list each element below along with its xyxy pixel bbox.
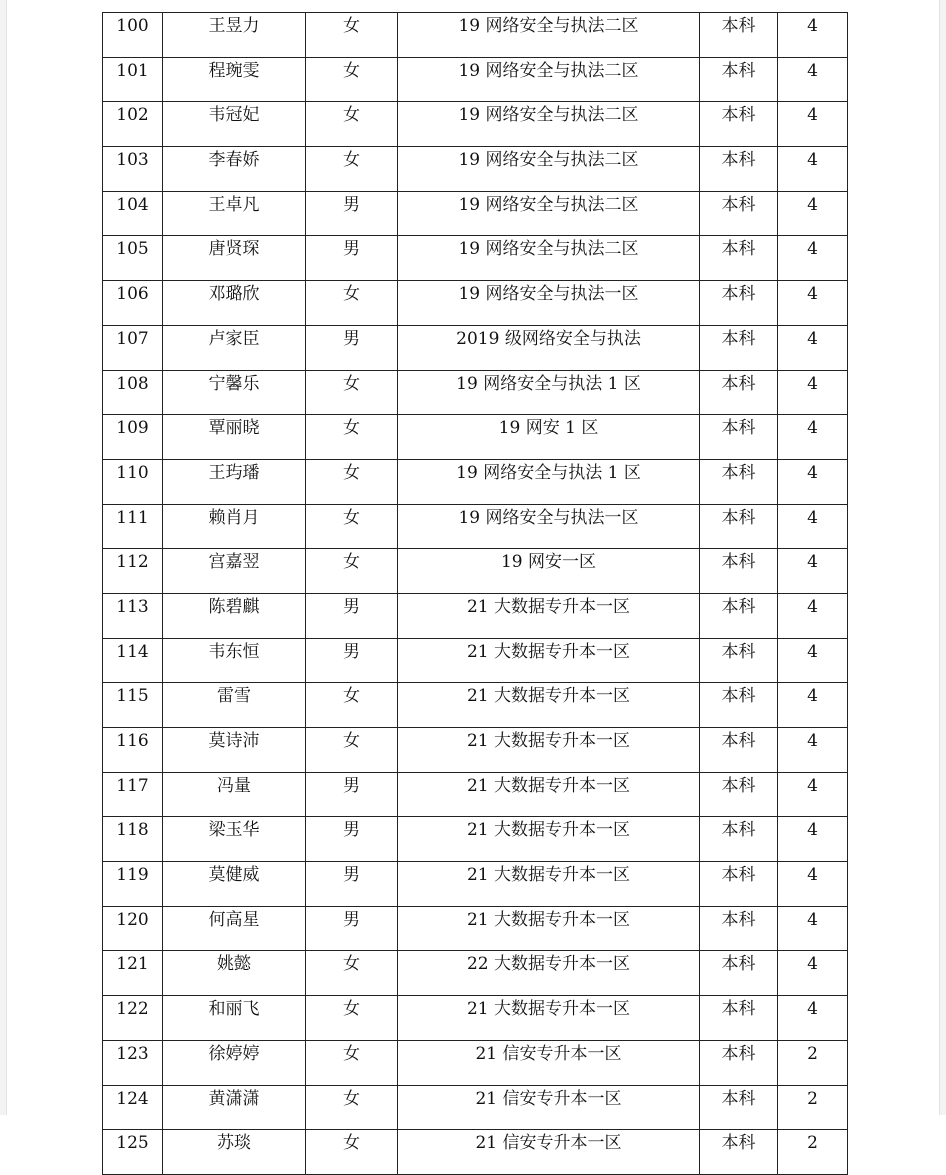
cell-name: 王卓凡 <box>163 191 306 236</box>
cell-class: 2019 级网络安全与执法 <box>398 325 700 370</box>
cell-class: 19 网络安全与执法 1 区 <box>398 370 700 415</box>
cell-name: 李春娇 <box>163 147 306 192</box>
cell-level: 本科 <box>700 102 778 147</box>
cell-level: 本科 <box>700 281 778 326</box>
cell-level: 本科 <box>700 1130 778 1175</box>
cell-index: 102 <box>103 102 163 147</box>
cell-years: 2 <box>778 1040 848 1085</box>
cell-gender: 女 <box>306 996 398 1041</box>
cell-name: 卢家臣 <box>163 325 306 370</box>
cell-gender: 男 <box>306 817 398 862</box>
cell-index: 119 <box>103 862 163 907</box>
cell-index: 101 <box>103 57 163 102</box>
cell-years: 4 <box>778 57 848 102</box>
cell-gender: 女 <box>306 281 398 326</box>
table-row <box>103 593 848 638</box>
cell-level: 本科 <box>700 504 778 549</box>
cell-index: 116 <box>103 728 163 773</box>
cell-level: 本科 <box>700 951 778 996</box>
cell-class: 21 大数据专升本一区 <box>398 906 700 951</box>
cell-index: 118 <box>103 817 163 862</box>
cell-name: 和丽飞 <box>163 996 306 1041</box>
cell-index: 103 <box>103 147 163 192</box>
cell-index: 104 <box>103 191 163 236</box>
cell-years: 4 <box>778 683 848 728</box>
cell-index: 105 <box>103 236 163 281</box>
cell-years: 4 <box>778 772 848 817</box>
cell-name: 梁玉华 <box>163 817 306 862</box>
cell-name: 姚懿 <box>163 951 306 996</box>
cell-class: 19 网络安全与执法一区 <box>398 504 700 549</box>
cell-gender: 男 <box>306 325 398 370</box>
cell-gender: 女 <box>306 13 398 58</box>
cell-years: 4 <box>778 236 848 281</box>
cell-name: 宁馨乐 <box>163 370 306 415</box>
cell-gender: 女 <box>306 504 398 549</box>
cell-level: 本科 <box>700 13 778 58</box>
cell-class: 19 网络安全与执法 1 区 <box>398 459 700 504</box>
cell-level: 本科 <box>700 459 778 504</box>
cell-class: 19 网络安全与执法二区 <box>398 147 700 192</box>
cell-level: 本科 <box>700 728 778 773</box>
cell-name: 陈碧麒 <box>163 593 306 638</box>
cell-years: 4 <box>778 593 848 638</box>
table-row <box>103 906 848 951</box>
table-row <box>103 1040 848 1085</box>
cell-class: 19 网络安全与执法一区 <box>398 281 700 326</box>
cell-years: 4 <box>778 459 848 504</box>
table-row <box>103 1085 848 1130</box>
cell-index: 120 <box>103 906 163 951</box>
cell-index: 109 <box>103 415 163 460</box>
cell-gender: 男 <box>306 236 398 281</box>
table-row <box>103 683 848 728</box>
cell-years: 4 <box>778 638 848 683</box>
cell-level: 本科 <box>700 593 778 638</box>
table-row <box>103 57 848 102</box>
cell-level: 本科 <box>700 638 778 683</box>
cell-index: 113 <box>103 593 163 638</box>
cell-gender: 女 <box>306 683 398 728</box>
cell-level: 本科 <box>700 772 778 817</box>
cell-level: 本科 <box>700 325 778 370</box>
cell-gender: 女 <box>306 1085 398 1130</box>
cell-level: 本科 <box>700 996 778 1041</box>
cell-class: 21 信安专升本一区 <box>398 1085 700 1130</box>
cell-gender: 男 <box>306 906 398 951</box>
cell-class: 19 网络安全与执法二区 <box>398 191 700 236</box>
cell-name: 程琬雯 <box>163 57 306 102</box>
cell-level: 本科 <box>700 236 778 281</box>
table-row <box>103 236 848 281</box>
cell-years: 4 <box>778 504 848 549</box>
cell-level: 本科 <box>700 147 778 192</box>
cell-class: 21 大数据专升本一区 <box>398 728 700 773</box>
table-row <box>103 459 848 504</box>
cell-class: 19 网络安全与执法二区 <box>398 236 700 281</box>
cell-name: 莫诗沛 <box>163 728 306 773</box>
cell-name: 莫健威 <box>163 862 306 907</box>
cell-name: 苏琰 <box>163 1130 306 1175</box>
cell-gender: 男 <box>306 593 398 638</box>
cell-index: 100 <box>103 13 163 58</box>
cell-gender: 女 <box>306 102 398 147</box>
cell-class: 21 大数据专升本一区 <box>398 862 700 907</box>
page-right-edge <box>939 0 946 1115</box>
cell-years: 4 <box>778 906 848 951</box>
table-row <box>103 862 848 907</box>
cell-class: 21 信安专升本一区 <box>398 1130 700 1175</box>
cell-name: 王玙璠 <box>163 459 306 504</box>
cell-index: 107 <box>103 325 163 370</box>
cell-index: 106 <box>103 281 163 326</box>
cell-name: 唐贤琛 <box>163 236 306 281</box>
cell-class: 21 大数据专升本一区 <box>398 638 700 683</box>
cell-name: 韦东恒 <box>163 638 306 683</box>
cell-years: 4 <box>778 862 848 907</box>
cell-class: 21 大数据专升本一区 <box>398 817 700 862</box>
cell-name: 何高星 <box>163 906 306 951</box>
cell-years: 4 <box>778 370 848 415</box>
cell-gender: 女 <box>306 459 398 504</box>
cell-name: 雷雪 <box>163 683 306 728</box>
cell-years: 4 <box>778 281 848 326</box>
cell-years: 4 <box>778 996 848 1041</box>
table-row <box>103 549 848 594</box>
cell-index: 111 <box>103 504 163 549</box>
table-row <box>103 728 848 773</box>
cell-gender: 女 <box>306 415 398 460</box>
table-row <box>103 504 848 549</box>
cell-gender: 女 <box>306 57 398 102</box>
cell-class: 19 网络安全与执法二区 <box>398 57 700 102</box>
cell-gender: 女 <box>306 549 398 594</box>
cell-years: 4 <box>778 415 848 460</box>
cell-years: 2 <box>778 1085 848 1130</box>
cell-years: 2 <box>778 1130 848 1175</box>
cell-years: 4 <box>778 549 848 594</box>
cell-years: 4 <box>778 951 848 996</box>
page-left-edge <box>0 0 7 1115</box>
cell-index: 125 <box>103 1130 163 1175</box>
cell-years: 4 <box>778 102 848 147</box>
cell-gender: 男 <box>306 862 398 907</box>
cell-index: 114 <box>103 638 163 683</box>
cell-years: 4 <box>778 325 848 370</box>
table-row <box>103 817 848 862</box>
cell-level: 本科 <box>700 683 778 728</box>
cell-level: 本科 <box>700 191 778 236</box>
cell-gender: 男 <box>306 772 398 817</box>
cell-class: 21 大数据专升本一区 <box>398 772 700 817</box>
cell-class: 21 信安专升本一区 <box>398 1040 700 1085</box>
cell-years: 4 <box>778 147 848 192</box>
cell-years: 4 <box>778 817 848 862</box>
cell-name: 赖肖月 <box>163 504 306 549</box>
cell-years: 4 <box>778 13 848 58</box>
cell-class: 21 大数据专升本一区 <box>398 996 700 1041</box>
cell-class: 19 网安一区 <box>398 549 700 594</box>
cell-gender: 男 <box>306 638 398 683</box>
cell-name: 冯量 <box>163 772 306 817</box>
cell-level: 本科 <box>700 57 778 102</box>
cell-class: 19 网安 1 区 <box>398 415 700 460</box>
table-row <box>103 951 848 996</box>
table-row <box>103 325 848 370</box>
cell-gender: 女 <box>306 147 398 192</box>
cell-index: 123 <box>103 1040 163 1085</box>
cell-level: 本科 <box>700 1085 778 1130</box>
cell-gender: 女 <box>306 951 398 996</box>
cell-level: 本科 <box>700 817 778 862</box>
cell-name: 覃丽晓 <box>163 415 306 460</box>
cell-gender: 女 <box>306 728 398 773</box>
cell-level: 本科 <box>700 549 778 594</box>
cell-name: 宫嘉翌 <box>163 549 306 594</box>
cell-name: 韦冠妃 <box>163 102 306 147</box>
table-row <box>103 370 848 415</box>
table-row <box>103 102 848 147</box>
table-row <box>103 638 848 683</box>
cell-index: 108 <box>103 370 163 415</box>
cell-index: 112 <box>103 549 163 594</box>
cell-name: 黄潇潇 <box>163 1085 306 1130</box>
cell-class: 19 网络安全与执法二区 <box>398 102 700 147</box>
roster-body <box>103 13 848 1175</box>
table-row <box>103 772 848 817</box>
table-row <box>103 996 848 1041</box>
cell-level: 本科 <box>700 415 778 460</box>
student-roster-table <box>102 12 848 1175</box>
cell-level: 本科 <box>700 370 778 415</box>
cell-class: 21 大数据专升本一区 <box>398 683 700 728</box>
cell-index: 115 <box>103 683 163 728</box>
cell-name: 邓璐欣 <box>163 281 306 326</box>
table-row <box>103 13 848 58</box>
cell-class: 19 网络安全与执法二区 <box>398 13 700 58</box>
cell-gender: 女 <box>306 1040 398 1085</box>
cell-index: 121 <box>103 951 163 996</box>
cell-index: 117 <box>103 772 163 817</box>
cell-level: 本科 <box>700 906 778 951</box>
cell-name: 王昱力 <box>163 13 306 58</box>
cell-class: 22 大数据专升本一区 <box>398 951 700 996</box>
cell-level: 本科 <box>700 862 778 907</box>
table-row <box>103 281 848 326</box>
cell-years: 4 <box>778 191 848 236</box>
cell-index: 110 <box>103 459 163 504</box>
cell-index: 122 <box>103 996 163 1041</box>
table-row <box>103 191 848 236</box>
cell-class: 21 大数据专升本一区 <box>398 593 700 638</box>
cell-level: 本科 <box>700 1040 778 1085</box>
table-row <box>103 1130 848 1175</box>
cell-name: 徐婷婷 <box>163 1040 306 1085</box>
cell-years: 4 <box>778 728 848 773</box>
cell-gender: 女 <box>306 370 398 415</box>
cell-index: 124 <box>103 1085 163 1130</box>
table-row <box>103 415 848 460</box>
cell-gender: 男 <box>306 191 398 236</box>
cell-gender: 女 <box>306 1130 398 1175</box>
table-row <box>103 147 848 192</box>
